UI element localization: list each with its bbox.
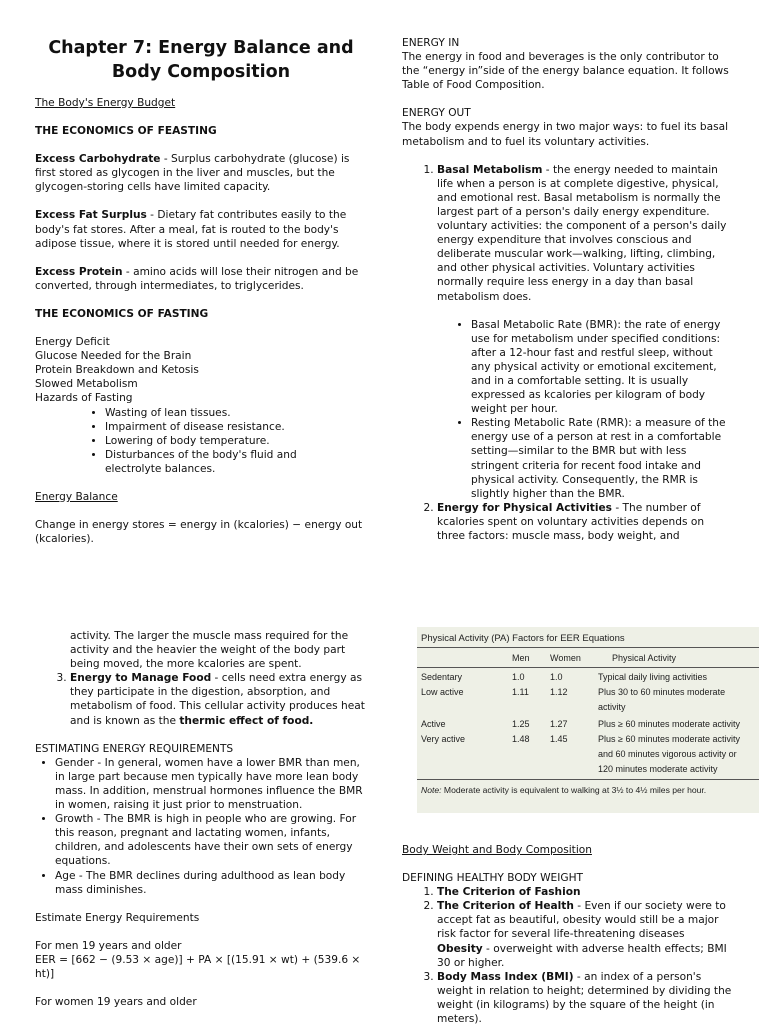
table-cell-women: 1.0	[550, 672, 563, 682]
table-cell-activity: and 60 minutes vigorous activity or	[598, 749, 737, 759]
table-cell-activity: activity	[598, 702, 626, 712]
men-equation: EER = [662 − (9.53 × age)] + PA × [(15.91 × wt) + (539.6 × ht)]	[35, 953, 361, 980]
list-item: 3. Body Mass Index (BMI) - an index of a person's weight in relation to height; determined by dividing the weight (in kilograms) by the square of the height (in meters).	[437, 970, 732, 1026]
fasting-item: Energy Deficit	[35, 336, 110, 349]
col-header-men: Men	[512, 653, 530, 663]
defining-heading: DEFINING HEALTHY BODY WEIGHT	[402, 872, 584, 885]
energy-out-text: The body expends energy in two major ways: to fuel its basal metabolism and to fuel its voluntary activities.	[402, 121, 729, 148]
table-cell-men: 1.11	[512, 687, 529, 697]
women-heading: For women 19 years and older	[35, 996, 197, 1009]
carb-paragraph: Excess Carbohydrate - Surplus carbohydrate (glucose) is first stored as glycogen in the liver and muscles, but the glycogen-storing cells have limited capacity.	[35, 153, 350, 194]
list-item: • Impairment of disease resistance.	[105, 420, 305, 434]
energy-out-list	[402, 163, 732, 543]
energy-budget-heading: The Body's Energy Budget	[35, 97, 176, 109]
col-header-women: Women	[550, 653, 581, 663]
list-item: 3. Energy to Manage Food - cells need extra energy as they participate in the digestion, absorption, and metabolism of food. This cellular activity produces heat and is known as the thermic effect of food.	[70, 671, 367, 727]
men-heading: For men 19 years and older	[35, 939, 182, 952]
criteria-list	[402, 885, 732, 1026]
table-note: Note: Moderate activity is equivalent to walking at 3½ to 4½ miles per hour.	[421, 785, 707, 795]
body-weight-heading: Body Weight and Body Composition	[402, 844, 592, 856]
table-cell-women: 1.45	[550, 734, 568, 744]
protein-paragraph: Excess Protein - amino acids will lose their nitrogen and be converted, through intermediates, to triglycerides.	[35, 265, 359, 292]
activity-continued: activity. The larger the muscle mass required for the activity and the heavier the weight of the body part being moved, the more kcalories are spent.	[70, 630, 349, 671]
list-item: • Basal Metabolic Rate (BMR): the rate of energy use for metabolism under specified conditions: after a 12-hour fast and restful sleep, without any physical activity or emotional excitement, and in a comfortable setting. It is usually expressed as kcalories per kilogram of body weight per hour.	[471, 318, 732, 417]
table-cell-activity: Plus ≥ 60 minutes moderate activity	[598, 734, 741, 744]
list-item: • Lowering of body temperature.	[105, 434, 305, 448]
energy-out-heading: ENERGY OUT	[402, 107, 471, 120]
hazards-list	[85, 406, 305, 476]
estimating-heading: ESTIMATING ENERGY REQUIREMENTS	[35, 742, 234, 755]
table-cell-activity: Plus ≥ 60 minutes moderate activity	[598, 719, 741, 729]
energy-list-continued	[35, 671, 367, 727]
table-cell-activity: Plus 30 to 60 minutes moderate	[598, 687, 726, 697]
list-item: • Disturbances of the body's fluid and electrolyte balances.	[105, 448, 305, 476]
table-cell-activity: 120 minutes moderate activity	[598, 764, 718, 774]
list-item: • Wasting of lean tissues.	[105, 406, 305, 420]
energy-in-text: The energy in food and beverages is the only contributor to the “energy in”side of the energy balance equation. It follows Table of Food Composition.	[402, 51, 729, 92]
fasting-heading: THE ECONOMICS OF FASTING	[35, 307, 209, 320]
table-title: Physical Activity (PA) Factors for EER Equations	[421, 633, 625, 644]
table-cell-men: 1.25	[512, 719, 530, 729]
fasting-item: Protein Breakdown and Ketosis	[35, 364, 199, 377]
right-column-bottom	[402, 843, 732, 1026]
table-cell-men: 1.0	[512, 672, 525, 682]
table-cell-level: Very active	[421, 734, 466, 744]
energy-in-heading: ENERGY IN	[402, 37, 460, 49]
table-cell-level: Sedentary	[421, 672, 463, 682]
list-item: • Age - The BMR declines during adulthood as lean body mass diminishes.	[55, 869, 367, 897]
energy-balance-heading: Energy Balance	[35, 490, 118, 503]
table-cell-activity: Typical daily living activities	[598, 672, 708, 682]
feasting-heading: THE ECONOMICS OF FEASTING	[35, 125, 217, 138]
table-rule	[417, 647, 759, 648]
table-cell-women: 1.12	[550, 687, 568, 697]
energy-equation: Change in energy stores = energy in (kcalories) − energy out (kcalories).	[35, 519, 363, 546]
col-header-activity: Physical Activity	[612, 653, 677, 663]
chapter-title: Chapter 7: Energy Balance and Body Composition	[48, 38, 354, 82]
list-item: 1. The Criterion of Fashion	[437, 885, 732, 899]
estimate-heading: Estimate Energy Requirements	[35, 911, 200, 924]
pa-factors-table	[417, 627, 759, 813]
right-column-top	[402, 36, 732, 543]
table-cell-level: Low active	[421, 687, 464, 697]
factor-list	[35, 756, 367, 897]
list-item: • Gender - In general, women have a lower BMR than men, in large part because men typically have more lean body mass. In addition, menstrual hormones influence the BMR in women, raising it just prior to menstruation.	[55, 756, 367, 812]
fasting-item: Glucose Needed for the Brain	[35, 350, 192, 363]
list-item: • Resting Metabolic Rate (RMR): a measure of the energy use of a person at rest in a comfortable setting—similar to the BMR but with less stringent criteria for recent food intake and physical activity. Consequently, the RMR is slightly higher than the BMR.	[471, 416, 732, 501]
table-cell-men: 1.48	[512, 734, 530, 744]
fat-paragraph: Excess Fat Surplus - Dietary fat contributes easily to the body's fat stores. After a meal, fat is routed to the body's adipose tissue, where it is stored until needed for energy.	[35, 209, 347, 250]
left-column-top	[35, 36, 367, 546]
list-item: • Growth - The BMR is high in people who are growing. For this reason, pregnant and lactating women, infants, children, and adolescents have their own sets of energy equations.	[55, 812, 367, 868]
table-cell-women: 1.27	[550, 719, 568, 729]
left-column-bottom	[35, 629, 367, 1009]
fasting-item: Slowed Metabolism	[35, 378, 138, 391]
table-cell-level: Active	[421, 719, 446, 729]
table-rule	[417, 779, 759, 780]
list-item: 2. The Criterion of Health - Even if our society were to accept fat as beautiful, obesity would still be a major risk factor for several life-threatening diseases Obesity - overweight with adverse health effects; BMI 30 or higher.	[437, 899, 732, 969]
list-item: 1. Basal Metabolism - the energy needed to maintain life when a person is at complete digestive, physical, and emotional rest. Basal metabolism is normally the largest part of a person's daily energy expenditure. voluntary activities: the component of a person's daily energy expenditure that involves conscious and deliberate muscular work—walking, lifting, climbing, and other physical activities. Voluntary activities normally require less energy in a day than basal metabolism does. • Basal Metabolic Rate (BMR): the rate of energy use for metabolism under specified conditions: after a 12-hour fast and restful sleep, without any physical activity or emotional excitement, and in a comfortable setting. It is usually expressed as kcalories per kilogram of body weight per hour. • Resting Metabolic Rate (RMR): a measure of the energy use of a person at rest in a comfortable setting—similar to the BMR but with less stringent criteria for recent food intake and physical activity. Consequently, the RMR is slightly higher than the BMR.	[437, 163, 732, 501]
fasting-item: Hazards of Fasting	[35, 392, 133, 405]
table-rule	[417, 667, 759, 668]
list-item: 2. Energy for Physical Activities - The number of kcalories spent on voluntary activities depends on three factors: muscle mass, body weight, and	[437, 501, 732, 543]
metabolic-rate-list	[454, 318, 732, 501]
